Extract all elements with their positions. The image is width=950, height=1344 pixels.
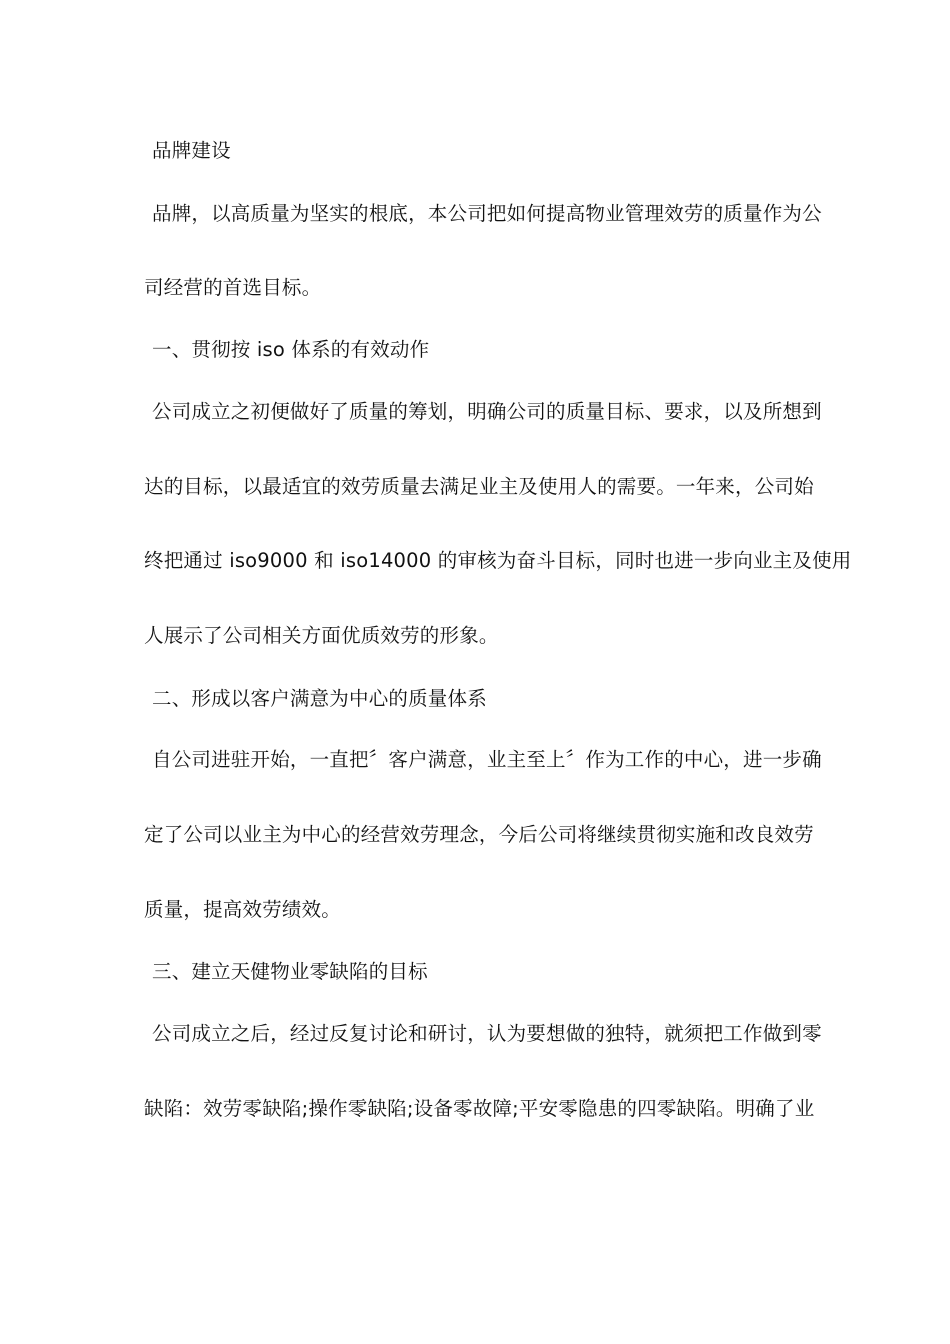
- section-heading-1: 一、贯彻按 iso 体系的有效动作: [152, 338, 430, 361]
- paragraph-line: 定了公司以业主为中心的经营效劳理念，今后公司将继续贯彻实施和改良效劳: [144, 823, 814, 846]
- section-heading-2: 二、形成以客户满意为中心的质量体系: [152, 687, 487, 710]
- paragraph-line: 缺陷：效劳零缺陷;操作零缺陷;设备零故障;平安零隐患的四零缺陷。明确了业: [144, 1097, 815, 1120]
- paragraph-line: 品牌，以高质量为坚实的根底，本公司把如何提高物业管理效劳的质量作为公: [152, 202, 822, 225]
- paragraph-line: 达的目标，以最适宜的效劳质量去满足业主及使用人的需要。一年来，公司始: [144, 475, 814, 498]
- paragraph-line: 自公司进驻开始，一直把〞客户满意，业主至上〞作为工作的中心，进一步确: [152, 748, 822, 771]
- section-title: 品牌建设: [152, 139, 231, 162]
- paragraph-line: 终把通过 iso9000 和 iso14000 的审核为奋斗目标，同时也进一步向业主及使用: [144, 549, 852, 572]
- paragraph-line: 司经营的首选目标。: [144, 276, 322, 299]
- paragraph-line: 公司成立之初便做好了质量的筹划，明确公司的质量目标、要求，以及所想到: [152, 400, 822, 423]
- section-heading-3: 三、建立天健物业零缺陷的目标: [152, 960, 428, 983]
- paragraph-line: 公司成立之后，经过反复讨论和研讨，认为要想做的独特，就须把工作做到零: [152, 1022, 822, 1045]
- paragraph-line: 人展示了公司相关方面优质效劳的形象。: [144, 624, 499, 647]
- paragraph-line: 质量，提高效劳绩效。: [144, 898, 342, 921]
